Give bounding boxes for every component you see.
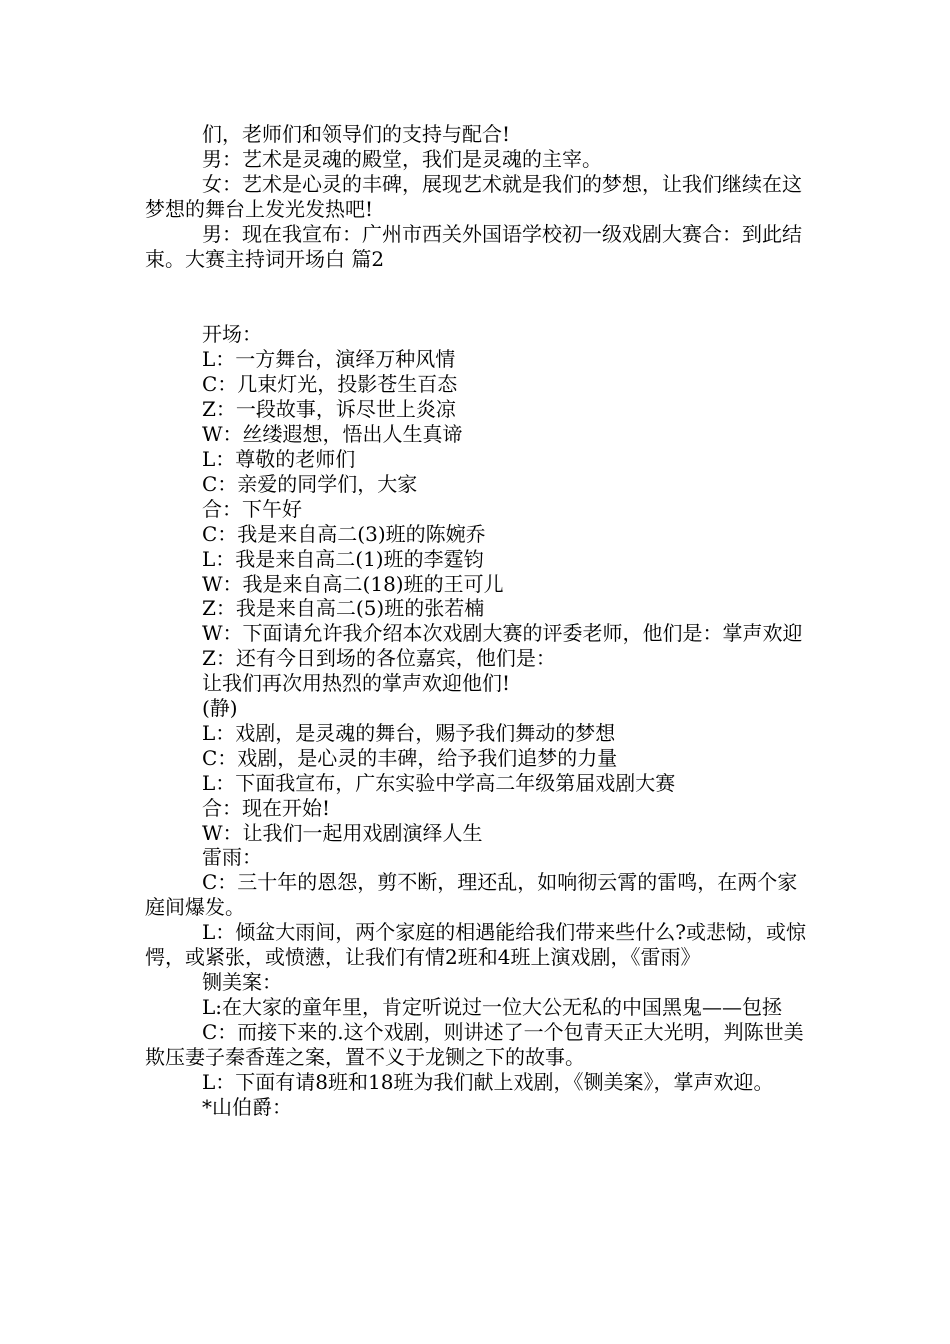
document-body: [145, 122, 813, 1119]
paragraph: C：几束灯光，投影苍生百态: [202, 372, 458, 397]
paragraph: L：一方舞台，演绎万种风情: [202, 347, 456, 372]
paragraph: L：尊敬的老师们: [202, 446, 356, 471]
paragraph: W：我是来自高二(18)班的王可儿: [202, 571, 504, 596]
section-heading: 雷雨：: [202, 845, 262, 870]
section-heading: 开场：: [202, 322, 262, 347]
paragraph: (静): [202, 696, 238, 721]
paragraph: 让我们再次用热烈的掌声欢迎他们!: [202, 671, 511, 696]
paragraph: L：倾盆大雨间，两个家庭的相遇能给我们带来些什么?或悲恸，或惊愕，或紧张，或愤懑，让我们有情2班和4班上演戏剧，《雷雨》: [145, 920, 807, 970]
section-heading: *山伯爵：: [202, 1094, 292, 1119]
paragraph: C：而接下来的.这个戏剧，则讲述了一个包青天正大光明，判陈世美欺压妻子秦香莲之案，置不义于龙铡之下的故事。: [145, 1019, 804, 1069]
paragraph: L：戏剧，是灵魂的舞台，赐予我们舞动的梦想: [202, 720, 616, 745]
paragraph: C：亲爱的同学们，大家: [202, 471, 418, 496]
section-heading: 铡美案：: [202, 970, 282, 994]
paragraph: 们，老师们和领导们的支持与配合!: [202, 122, 511, 146]
paragraph: L：我是来自高二(1)班的李霆钧: [202, 546, 484, 571]
paragraph: L：下面我宣布，广东实验中学高二年级第届戏剧大赛: [202, 770, 676, 795]
paragraph: Z：一段故事，诉尽世上炎凉: [202, 397, 456, 422]
paragraph: Z：还有今日到场的各位嘉宾，他们是：: [202, 646, 556, 671]
paragraph: L：下面有请8班和18班为我们献上戏剧，《铡美案》，掌声欢迎。: [202, 1069, 774, 1094]
paragraph-gap: [145, 271, 813, 322]
paragraph: Z：我是来自高二(5)班的张若楠: [202, 596, 485, 621]
paragraph: 男：现在我宣布：广州市西关外国语学校初一级戏剧大赛合：到此结束。大赛主持词开场白 篇2: [145, 221, 802, 271]
paragraph: 男：艺术是灵魂的殿堂，我们是灵魂的主宰。: [202, 146, 602, 171]
paragraph: W：让我们一起用戏剧演绎人生: [202, 820, 483, 845]
paragraph: C：三十年的恩怨，剪不断，理还乱，如响彻云霄的雷鸣，在两个家庭间爆发。: [145, 870, 798, 920]
paragraph: C：我是来自高二(3)班的陈婉乔: [202, 521, 486, 546]
paragraph: 女：艺术是心灵的丰碑，展现艺术就是我们的梦想，让我们继续在这梦想的舞台上发光发热吧!: [145, 171, 802, 221]
paragraph: W：丝缕遐想，悟出人生真谛: [202, 422, 463, 447]
paragraph: 合：下午好: [202, 496, 302, 521]
paragraph: C：戏剧，是心灵的丰碑，给予我们追梦的力量: [202, 745, 618, 770]
paragraph: L:在大家的童年里，肯定听说过一位大公无私的中国黑鬼——包拯: [202, 994, 783, 1019]
paragraph: W：下面请允许我介绍本次戏剧大赛的评委老师，他们是：掌声欢迎: [202, 621, 803, 646]
paragraph: 合：现在开始!: [202, 795, 331, 820]
